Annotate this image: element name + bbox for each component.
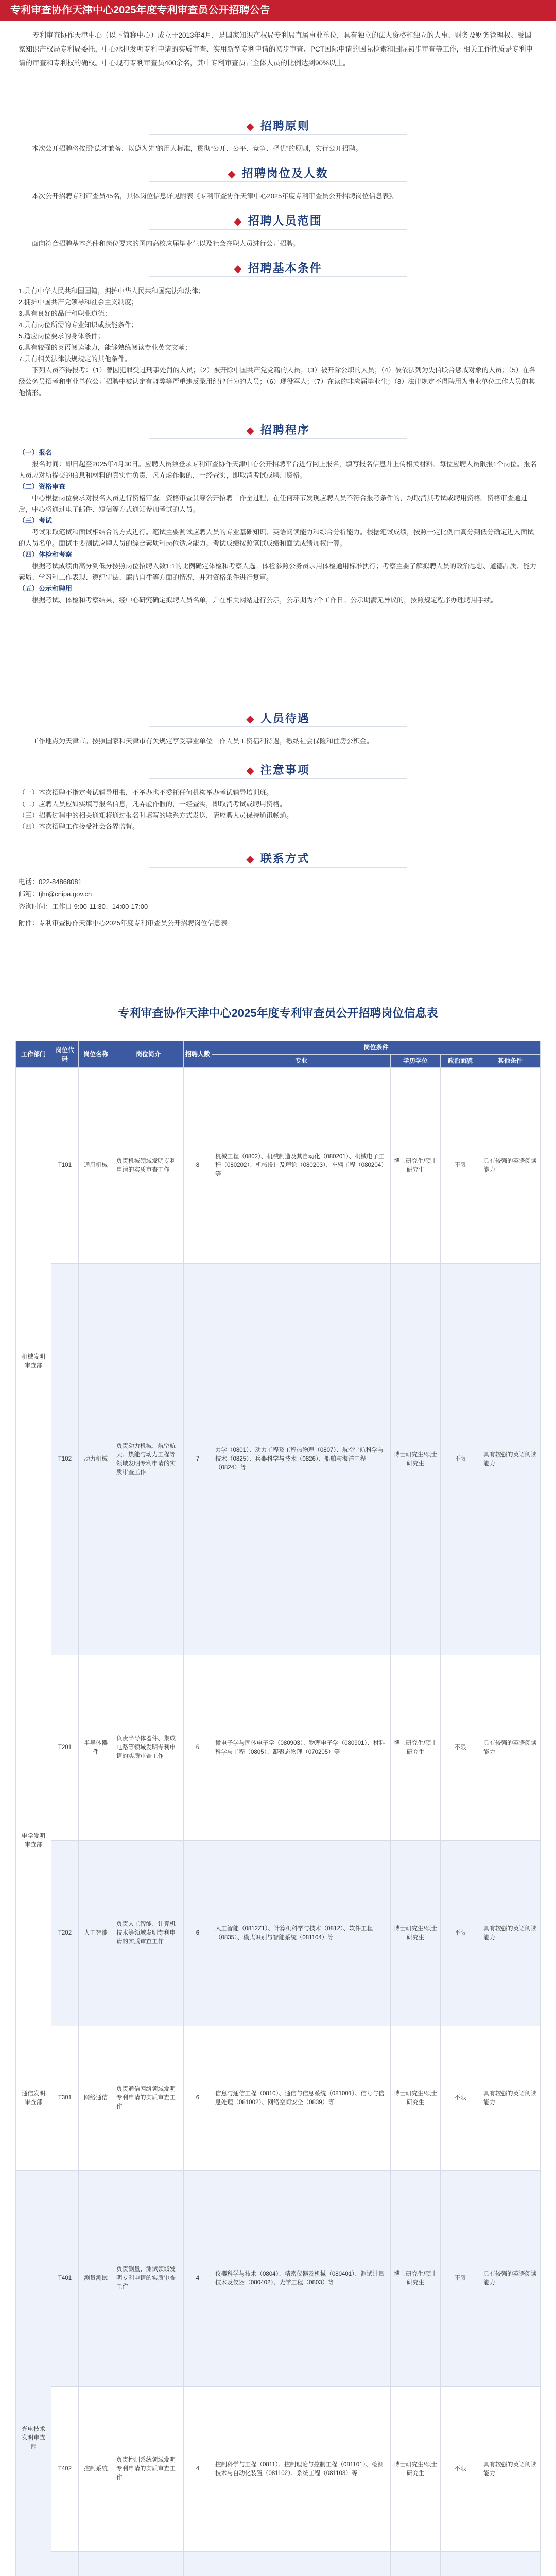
- cell-name: [79, 2552, 113, 2576]
- subheading: （四）体检和考察: [19, 551, 73, 558]
- cell-other: 具有较强的英语阅读能力: [480, 1068, 541, 1264]
- cell-political: 不限: [441, 2026, 480, 2171]
- cell-major: [212, 2552, 391, 2576]
- cell-count: 4: [184, 2387, 212, 2552]
- divider: [149, 438, 407, 439]
- cell-desc: 负责控制系统领域发明专利申请的实质审查工作: [113, 2387, 184, 2552]
- contact-hours: 咨询时间：工作日 9:00-11:30、14:00-17:00: [19, 903, 148, 910]
- column-header: 招聘人数: [184, 1041, 212, 1068]
- subheading: （五）公示和聘用: [19, 585, 73, 592]
- notes-list: [19, 787, 537, 833]
- divider: [149, 229, 407, 230]
- section-heading-conditions: [0, 260, 556, 280]
- column-group-header: 岗位条件: [212, 1041, 541, 1055]
- diamond-icon: ◆: [246, 425, 255, 436]
- scope-text: 面向符合招聘基本条件和岗位要求的国内高校应届毕业生以及社会在职人员进行公开招聘。: [32, 240, 300, 247]
- cell-other: [480, 2552, 541, 2576]
- diamond-icon: ◆: [246, 765, 255, 776]
- diamond-icon: ◆: [234, 216, 243, 227]
- contact-info: [19, 876, 537, 929]
- contact-email: 邮箱：tjhr@cnipa.gov.cn: [19, 890, 92, 898]
- conditions-list: [19, 285, 537, 399]
- cell-code: T202: [51, 1841, 79, 2026]
- cell-code: T101: [51, 1068, 79, 1264]
- cell-other: 具有较强的英语阅读能力: [480, 2026, 541, 2171]
- section-heading-principles: [0, 117, 556, 138]
- subheading: （一）报名: [19, 449, 53, 456]
- cell-degree: 博士研究生/硕士研究生: [391, 1655, 441, 1841]
- table-row: [16, 1264, 541, 1655]
- list-item: 5.适应岗位要求的身体条件；: [19, 332, 105, 340]
- positions-text: 本次公开招聘专利审查员45名，具体岗位信息详见附表《专利审查协作天津中心2025年度专利审查员公开招聘岗位信息表》。: [32, 192, 399, 200]
- cell-count: [184, 2552, 212, 2576]
- table-row: [16, 2171, 541, 2387]
- cell-other: 具有较强的英语阅读能力: [480, 1264, 541, 1655]
- cell-code: T201: [51, 1655, 79, 1841]
- diamond-icon: ◆: [246, 121, 255, 132]
- table-row: [16, 1068, 541, 1264]
- cell-count: 4: [184, 2171, 212, 2387]
- cell-code: [51, 2552, 79, 2576]
- cell-degree: 博士研究生/硕士研究生: [391, 1068, 441, 1264]
- section-heading-notes: [0, 761, 556, 782]
- section-heading-procedure: [0, 421, 556, 442]
- column-header: 学历学位: [391, 1055, 441, 1068]
- cell-political: 不限: [441, 1068, 480, 1264]
- section-title: 招聘程序: [260, 423, 310, 436]
- cell-desc: [113, 2552, 184, 2576]
- cell-desc: 负责测量、测试领域发明专利申请的实质审查工作: [113, 2171, 184, 2387]
- cell-major: 力学（0801）、动力工程及工程热物理（0807）、航空宇航科学与技术（0825）、兵器科学与技术（0826）、船舶与海洋工程（0824）等: [212, 1264, 391, 1655]
- cell-degree: 博士研究生/硕士研究生: [391, 2026, 441, 2171]
- list-item: （四）本次招聘工作接受社会各界监督。: [19, 823, 140, 831]
- list-item: （三）招聘过程中的相关通知将通过报名时填写的联系方式发送，请应聘人员保持通讯畅通。: [19, 811, 293, 819]
- diamond-icon: ◆: [228, 168, 237, 180]
- divider: [149, 867, 407, 868]
- cell-name: 网络通信: [79, 2026, 113, 2171]
- cell-major: 机械工程（0802）、机械制造及其自动化（080201）、机械电子工程（080202）、机械设计及理论（080203）、车辆工程（080204）等: [212, 1068, 391, 1264]
- contact-phone: 电话：022-84868081: [19, 878, 82, 886]
- cell-major: 信息与通信工程（0810）、通信与信息系统（081001）、信号与信息处理（081002）、网络空间安全（0839）等: [212, 2026, 391, 2171]
- cell-dept: 电学发明审查部: [16, 1655, 51, 2026]
- page-header: 专利审查协作天津中心2025年度专利审查员公开招聘公告: [0, 0, 556, 21]
- cell-desc: 负责人工智能、计算机技术等领域发明专利申请的实质审查工作: [113, 1841, 184, 2026]
- section-title: 招聘人员范围: [248, 214, 322, 227]
- section-title: 联系方式: [260, 852, 310, 865]
- table-row: [16, 2026, 541, 2171]
- cell-name: 动力机械: [79, 1264, 113, 1655]
- cell-other: 具有较强的英语阅读能力: [480, 2171, 541, 2387]
- table-row: [16, 1841, 541, 2026]
- cell-degree: 博士研究生/硕士研究生: [391, 1841, 441, 2026]
- cell-political: 不限: [441, 2387, 480, 2552]
- principles-text: 本次公开招聘将按照“德才兼备、以德为先”的用人标准，贯彻“公开、公平、竞争、择优”的原则，实行公开招聘。: [32, 145, 362, 152]
- table-row: [16, 1655, 541, 1841]
- list-item: （二）应聘人员应如实填写报名信息，凡弄虚作假的，一经查实，即取消考试或聘用资格。: [19, 800, 287, 808]
- list-item: 4.具有岗位所需的专业知识或技能条件；: [19, 321, 138, 329]
- section-heading-contact: [0, 850, 556, 871]
- cell-code: T102: [51, 1264, 79, 1655]
- cell-dept: 光电技术发明审查部: [16, 2171, 51, 2576]
- cell-political: [441, 2552, 480, 2576]
- section-heading-scope: [0, 212, 556, 233]
- divider: [149, 778, 407, 779]
- list-item: 6.具有较强的英语阅读能力，能够熟练阅读专业英文文献；: [19, 344, 192, 351]
- section-heading-positions: [0, 165, 556, 185]
- cell-degree: [391, 2552, 441, 2576]
- benefits-text: 工作地点为天津市。按照国家和天津市有关规定享受事业单位工作人员工资福利待遇，缴纳社会保险和住房公积金。: [32, 737, 374, 745]
- column-header: 岗位名称: [79, 1041, 113, 1068]
- cell-major: 仪器科学与技术（0804）、精密仪器及机械（080401）、测试计量技术及仪器（080402）、光学工程（0803）等: [212, 2171, 391, 2387]
- cell-name: 半导体器件: [79, 1655, 113, 1841]
- section-title: 人员待遇: [260, 712, 310, 725]
- list-item: 7.具有相关法律法规规定的其他条件。: [19, 355, 131, 363]
- list-item: （一）本次招聘不指定考试辅导用书，不举办也不委托任何机构举办考试辅导培训班。: [19, 789, 273, 796]
- cell-code: T301: [51, 2026, 79, 2171]
- column-header: 政治面貌: [441, 1055, 480, 1068]
- diamond-icon: ◆: [246, 714, 255, 725]
- cell-political: 不限: [441, 2171, 480, 2387]
- section-title: 招聘原则: [260, 120, 310, 132]
- column-header: 岗位代码: [51, 1041, 79, 1068]
- list-item: 3.具有良好的品行和职业道德；: [19, 310, 111, 317]
- table-row: [16, 2552, 541, 2576]
- divider: [149, 134, 407, 135]
- list-item: 2.拥护中国共产党领导和社会主义制度；: [19, 298, 138, 306]
- section-title: 招聘基本条件: [248, 262, 322, 275]
- divider: [149, 726, 407, 727]
- divider: [149, 276, 407, 277]
- column-header: 其他条件: [480, 1055, 541, 1068]
- cell-other: 具有较强的英语阅读能力: [480, 2387, 541, 2552]
- list-item: 下列人员不得报考：（1）曾因犯罪受过刑事处罚的人员；（2）被开除中国共产党党籍的人员；（3）被开除公职的人员；（4）被依法列为失信联合惩戒对象的人员；（5）在各级公务员招考和事业单位公开招聘中被认定有舞弊等严重违反录用纪律行为的人员；（6）现役军人；（7）在读的非应届毕业生；（8）法律规定不得聘用为事业单位工作人员的其他情形。: [19, 366, 536, 397]
- cell-political: 不限: [441, 1841, 480, 2026]
- table-title: 专利审查协作天津中心2025年度专利审查员公开招聘岗位信息表: [118, 1007, 438, 1020]
- cell-count: 6: [184, 2026, 212, 2171]
- subheading: （三）考试: [19, 517, 53, 524]
- column-header: 岗位简介: [113, 1041, 184, 1068]
- cell-name: 通用机械: [79, 1068, 113, 1264]
- cell-code: T401: [51, 2171, 79, 2387]
- table-row: [16, 2387, 541, 2552]
- diamond-icon: ◆: [246, 854, 255, 865]
- cell-name: 人工智能: [79, 1841, 113, 2026]
- cell-other: 具有较强的英语阅读能力: [480, 1841, 541, 2026]
- column-header: 专业: [212, 1055, 391, 1068]
- cell-major: 人工智能（0812Z1）、计算机科学与技术（0812）、软件工程（0835）、模式识别与智能系统（081104）等: [212, 1841, 391, 2026]
- attachment-note: 附件：专利审查协作天津中心2025年度专利审查员公开招聘岗位信息表: [19, 919, 228, 927]
- cell-code: T402: [51, 2387, 79, 2552]
- diamond-icon: ◆: [234, 263, 243, 275]
- cell-dept: 通信发明审查部: [16, 2026, 51, 2171]
- cell-major: 控制科学与工程（0811）、控制理论与控制工程（081101）、检测技术与自动化装置（081102）、系统工程（081103）等: [212, 2387, 391, 2552]
- positions-table: [15, 1041, 541, 2576]
- column-header: 工作部门: [16, 1041, 51, 1068]
- section-heading-benefits: [0, 710, 556, 731]
- cell-count: 8: [184, 1068, 212, 1264]
- cell-desc: 负责机械领域发明专利申请的实质审查工作: [113, 1068, 184, 1264]
- subheading: （二）资格审查: [19, 483, 66, 490]
- list-item: 1.具有中华人民共和国国籍，拥护中华人民共和国宪法和法律；: [19, 287, 205, 295]
- procedure-text: （一）报名 报名时间：即日起至2025年4月30日。应聘人员须登录专利审查协作天津中心公开招聘平台进行网上报名，填写报名信息并上传相关材料。每位应聘人员限报1个岗位。报名人员应对所提交的信息和材料的真实性负责，凡弄虚作假的，一经查实，即取消考试或聘用资格。 （二）资格审查 中心根据岗位要求对报名人员进行资格审查。资格审查贯穿公开招聘工作全过程，在任何环节发现应聘人员不符合报考条件的，均取消其考试或聘用资格。资格审查通过后，中心将通过电子邮件、短信等方式通知参加考试的人员。 （三）考试 考试采取笔试和面试相结合的方式进行。笔试主要测试应聘人员的专业基础知识、英语阅读能力和综合分析能力。根据笔试成绩，按照一定比例由高分到低分确定进入面试的人员名单。面试主要测试应聘人员的综合素质和岗位适应能力。考试成绩按照笔试成绩和面试成绩加权计算。 （四）体检和考察 根据考试成绩由高分到低分按照岗位招聘人数1:1的比例确定体检和考察人选。体检参照公务员录用体检通用标准执行；考察主要了解拟聘人员的政治思想、道德品质、能力素质、学习和工作表现、遵纪守法、廉洁自律等方面的情况，并对资格条件进行复审。 （五）公示和聘用 根据考试、体检和考察结果，经中心研究确定拟聘人员名单，并在相关网站进行公示，公示期为7个工作日。公示期满无异议的，按照规定程序办理聘用手续。: [19, 447, 537, 606]
- divider: [149, 181, 407, 182]
- cell-count: 6: [184, 1655, 212, 1841]
- cell-desc: 负责半导体器件、集成电路等领域发明专利申请的实质审查工作: [113, 1655, 184, 1841]
- cell-dept: 机械发明审查部: [16, 1068, 51, 1655]
- cell-count: 6: [184, 1841, 212, 2026]
- intro-paragraph: 专利审查协作天津中心（以下简称中心）成立于2013年4月，是国家知识产权局专利局直属事业单位，具有独立的法人资格和独立的人事、财务及财务管理权。受国家知识产权局专利局委托，中心承担发明专利申请的实质审查、实用新型专利申请的初步审查、PCT国际申请的国际检索和国际初步审查等工作，相关工作性质是专利申请的审查和专利权的确权。中心现有专利审查员400余名，其中专利审查员占全体人员的比例达到90%以上。: [19, 31, 533, 67]
- cell-name: 测量测试: [79, 2171, 113, 2387]
- section-title: 招聘岗位及人数: [241, 167, 328, 180]
- cell-name: 控制系统: [79, 2387, 113, 2552]
- cell-degree: 博士研究生/硕士研究生: [391, 2387, 441, 2552]
- cell-major: 微电子学与固体电子学（080903）、物理电子学（080901）、材料科学与工程（0805）、凝聚态物理（070205）等: [212, 1655, 391, 1841]
- cell-desc: 负责通信网络领域发明专利申请的实质审查工作: [113, 2026, 184, 2171]
- cell-count: 7: [184, 1264, 212, 1655]
- section-title: 注意事项: [260, 764, 310, 776]
- cell-political: 不限: [441, 1264, 480, 1655]
- cell-degree: 博士研究生/硕士研究生: [391, 1264, 441, 1655]
- cell-political: 不限: [441, 1655, 480, 1841]
- cell-desc: 负责动力机械、航空航天、热能与动力工程等领域发明专利申请的实质审查工作: [113, 1264, 184, 1655]
- cell-degree: 博士研究生/硕士研究生: [391, 2171, 441, 2387]
- cell-other: 具有较强的英语阅读能力: [480, 1655, 541, 1841]
